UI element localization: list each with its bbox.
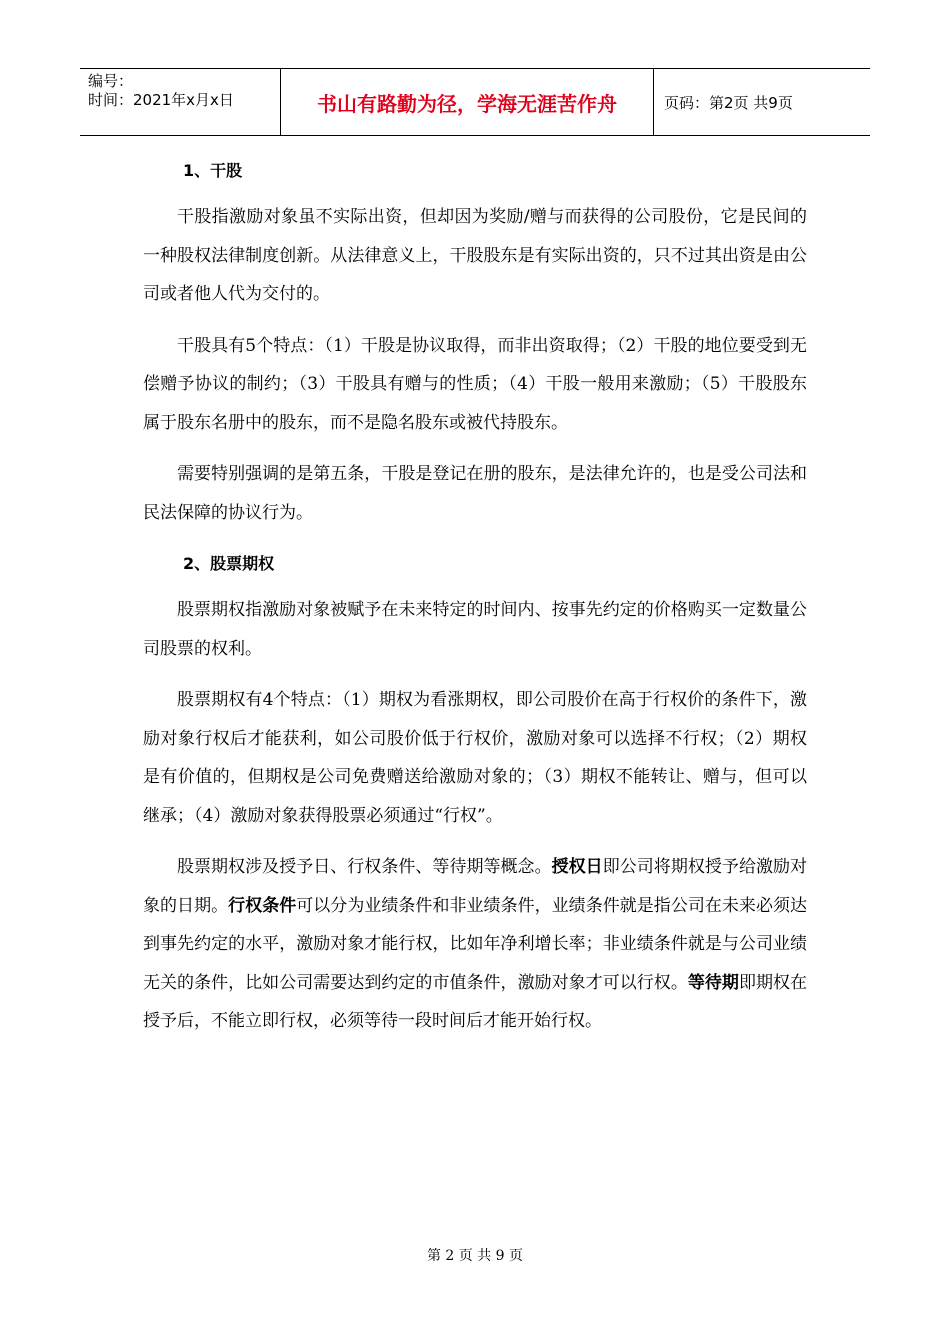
concepts-intro: 股票期权涉及授予日、行权条件、等待期等概念。 <box>177 857 552 877</box>
term-waiting-period-text: 即期权在授予后，不能立即行权，必须等待一段时间后才能开始行权。 <box>143 972 808 1031</box>
paragraph: 干股指激励对象虽不实际出资，但却因为奖励/赠与而获得的公司股份，它是民间的一种股权法律制度创新。从法律意义上，干股股东是有实际出资的，只不过其出资是由公司或者他人代为交付的。 <box>143 207 807 304</box>
header-meta-cell <box>80 69 281 135</box>
document-header <box>80 68 870 136</box>
section-heading-1: 1、干股 <box>183 161 243 180</box>
term-grant-date-text: 即公司将期权授予给激励对象的日期。 <box>143 857 808 916</box>
paragraph: 股票期权有4个特点：（1）期权为看涨期权，即公司股价在高于行权价的条件下，激励对象行权后才能获利，如公司股价低于行权价，激励对象可以选择不行权；（2）期权是有价值的，但期权是公司免费赠送给激励对象的；（3）期权不能转让、赠与，但可以继承；（4）激励对象获得股票必须通过“行权”。 <box>143 690 807 826</box>
paragraph: 需要特别强调的是第五条，干股是登记在册的股东，是法律允许的，也是受公司法和民法保障的协议行为。 <box>143 464 807 523</box>
paragraph: 干股具有5个特点：（1）干股是协议取得，而非出资取得；（2）干股的地位要受到无偿赠予协议的制约；（3）干股具有赠与的性质；（4）干股一般用来激励；（5）干股股东属于股东名册中的股东，而不是隐名股东或被代持股东。 <box>143 335 807 433</box>
term-exercise-conditions: 行权条件 <box>228 895 297 916</box>
paragraph: 股票期权指激励对象被赋予在未来特定的时间内、按事先约定的价格购买一定数量公司股票的权利。 <box>143 600 807 659</box>
document-body <box>143 152 807 1041</box>
term-waiting-period: 等待期 <box>687 972 739 993</box>
concepts-paragraph <box>143 848 807 1041</box>
page-footer: 第 2 页 共 9 页 <box>426 1248 524 1264</box>
section-heading-2: 2、股票期权 <box>183 554 275 573</box>
header-page-info: 页码：第2页 共9页 <box>664 93 793 112</box>
term-exercise-conditions-text: 可以分为业绩条件和非业绩条件，业绩条件就是指公司在未来必须达到事先约定的水平，激励对象才能行权，比如年净利增长率；非业绩条件就是与公司业绩无关的条件，比如公司需要达到约定的市值条件，激励对象才可以行权。 <box>143 895 808 993</box>
header-motto: 书山有路勤为径，学海无涯苦作舟 <box>281 69 654 135</box>
term-grant-date: 授权日 <box>551 857 603 877</box>
time-label: 时间：2021年x月x日 <box>88 91 234 109</box>
serial-label: 编号： <box>88 72 134 90</box>
